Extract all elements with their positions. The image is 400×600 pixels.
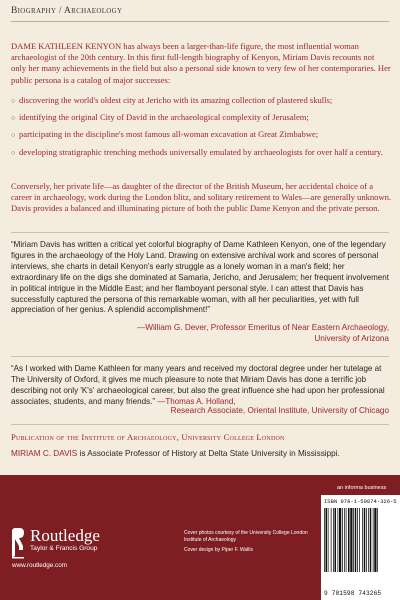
divider	[11, 356, 389, 357]
bullet-icon: ○	[11, 148, 16, 157]
private-life-paragraph: Conversely, her private life—as daughter of the director of the British Museum, her accidental choice of a career in archaeology, work during the London blitz, and solitary retirement to Wales—are generally unknown. Davis provides a balanced and illuminating picture of both the public Dame Kenyon and the private person.	[11, 181, 391, 214]
barcode-bar	[346, 508, 347, 572]
barcode-bar	[348, 508, 350, 572]
barcode-bar	[368, 508, 369, 572]
divider	[11, 424, 389, 425]
list-item: ○ identifying the original City of David in the archaeological complexity of Jerusalem;	[11, 112, 391, 124]
footer-band	[0, 475, 400, 600]
intro-paragraph	[11, 41, 391, 86]
design-credit: Cover design by Piper F. Wallis	[184, 547, 254, 553]
barcode-bar	[370, 508, 372, 572]
barcode-bar	[344, 508, 345, 572]
barcode-bar	[377, 508, 378, 572]
barcode-bars	[324, 508, 397, 572]
isbn: ISBN 978-1-59874-326-5	[324, 498, 397, 505]
publisher-url: www.routledge.com	[12, 562, 67, 569]
intro-text: has always been a larger-than-life figure, the most influential woman archaeologist of the 20th century. In this first full-length biography of Kenyon, Miriam Davis recounts not only her many achievements in the field but also a personal side known to very few of her contemporaries. Her public persona is a catalog of major successes:	[11, 41, 391, 85]
list-item: ○ developing stratigraphic trenching methods universally emulated by archaeologists for over half a century.	[11, 147, 391, 159]
barcode-bar	[338, 508, 339, 572]
endorsement-affiliation-2: Research Associate, Oriental Institute, University of Chicago	[170, 406, 389, 415]
barcode-bar	[324, 508, 325, 572]
divider	[11, 21, 389, 22]
routledge-logo-icon	[11, 526, 25, 560]
barcode-bar	[353, 508, 354, 572]
barcode-bar	[350, 508, 352, 572]
barcode-bar	[357, 508, 358, 572]
informa-label: an informa business	[337, 485, 387, 491]
barcode	[321, 495, 400, 600]
barcode-bar	[328, 508, 329, 572]
endorsement-attribution-1: —William G. Dever, Professor Emeritus of Near Eastern Archaeology, University of Arizona	[137, 323, 389, 343]
publisher-name: Routledge	[30, 526, 100, 545]
barcode-bar	[326, 508, 328, 572]
bullet-icon: ○	[11, 114, 16, 123]
publication-line: Publication of the Institute of Archaeology, University College London	[11, 432, 285, 442]
achievements-list	[11, 95, 391, 164]
barcode-bar	[359, 508, 360, 572]
subject-name: DAME KATHLEEN KENYON	[11, 41, 122, 51]
list-item: ○ participating in the discipline's most famous all-woman excavation at Great Zimbabwe;	[11, 129, 391, 141]
barcode-bar	[331, 508, 332, 572]
author-name: MIRIAM C. DAVIS	[11, 449, 78, 458]
barcode-bar	[362, 508, 363, 572]
photo-credit: Cover photos courtesy of the University College London Institute of Archaeology	[184, 530, 308, 543]
divider	[11, 232, 389, 233]
author-bio: MIRIAM C. DAVIS is Associate Professor of History at Delta State University in Mississippi.	[11, 449, 340, 458]
barcode-bar	[355, 508, 357, 572]
barcode-bar	[366, 508, 367, 572]
endorsement-quote-1: “Miriam Davis has written a critical yet colorful biography of Dame Kathleen Kenyon, one of the legendary figures in the archaeology of the Holy Land. Drawing on extensive archival work and scores of personal interviews, she charts in detail Kenyon's early struggle as a lonely woman in a man's field; her extraordinary life on the digs she dominated at Samaria, Jericho, and Jerusalem; her frequent involvement in political intrigue in the Middle East; and her flamboyant personal style. I can attest that Davis has successfully captured the persona of this remarkable woman, with all her peculiarities, yet with full appreciation of her genius. A splendid accomplishment!”	[11, 240, 389, 315]
bullet-icon: ○	[11, 131, 16, 140]
barcode-bar	[342, 508, 343, 572]
barcode-bar	[373, 508, 374, 572]
barcode-bar	[333, 508, 334, 572]
publisher-group: Taylor & Francis Group	[30, 545, 98, 552]
endorsement-attribution-2: —Thomas A. Holland,	[157, 396, 236, 406]
category-label: Biography / Archaeology	[11, 6, 123, 16]
bullet-icon: ○	[11, 97, 16, 105]
barcode-bar	[335, 508, 337, 572]
endorsement-quote-2: “As I worked with Dame Kathleen for many years and received my doctoral degree under her tutelage at The University of Oxford, it gives me much pleasure to note that Miriam Davis has done a terrific job describing not only 'K's' archaeological career, but also the great influence she had upon her professional associates, students, and many friends.” —Thomas A. Holland,	[11, 364, 385, 406]
barcode-bar	[364, 508, 366, 572]
barcode-bar	[339, 508, 341, 572]
list-item: ○ discovering the world's oldest city at Jericho with its amazing collection of plastered skulls;	[11, 95, 391, 107]
barcode-digits: 9 781598 743265	[324, 590, 382, 597]
barcode-bar	[374, 508, 376, 572]
